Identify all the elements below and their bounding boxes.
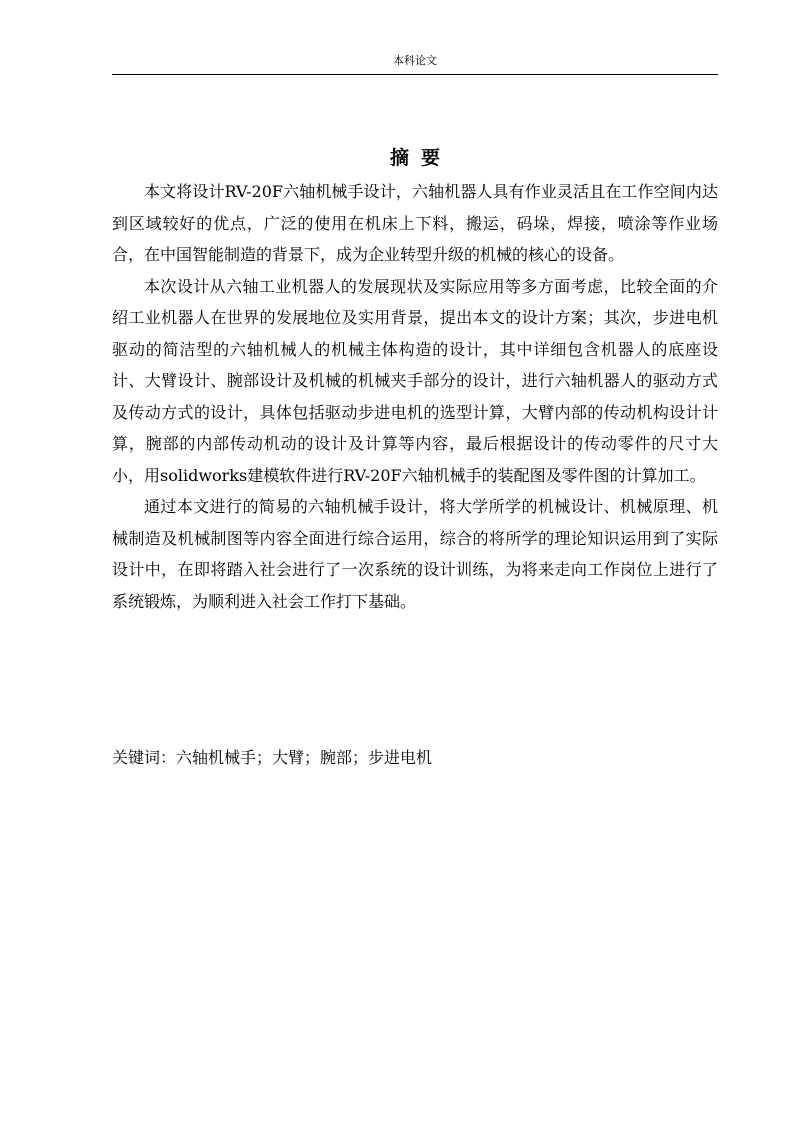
running-title: 本科论文: [393, 54, 437, 67]
keywords-label: 关键词：: [112, 748, 177, 767]
keywords-line: [112, 745, 718, 771]
page-header: [112, 52, 718, 75]
abstract-title: 摘要: [389, 147, 452, 169]
abstract-paragraph-1: 本文将设计RV-20F六轴机械手设计，六轴机器人具有作业灵活且在工作空间内达到区域较好的优点，广泛的使用在机床上下料，搬运，码垛，焊接，喷涂等作业场合，在中国智能制造的背景下，成为企业转型升级的机械的核心的设备。: [112, 182, 718, 264]
abstract-body: [112, 176, 718, 617]
keywords-value: 六轴机械手；大臂；腕部；步进电机: [176, 748, 433, 767]
abstract-paragraph-2: 本次设计从六轴工业机器人的发展现状及实际应用等多方面考虑，比较全面的介绍工业机器人在世界的发展地位及实用背景，提出本文的设计方案；其次，步进电机驱动的简洁型的六轴机械人的机械主体构造的设计，其中详细包含机器人的底座设计、大臂设计、腕部设计及机械的机械夹手部分的设计，进行六轴机器人的驱动方式及传动方式的设计，具体包括驱动步进电机的选型计算，大臂内部的传动机构设计计算，腕部的内部传动机动的设计及计算等内容，最后根据设计的传动零件的尺寸大小，用solidworks建模软件进行RV-20F六轴机械手的装配图及零件图的计算加工。: [112, 276, 718, 485]
abstract-paragraph-3: 通过本文进行的简易的六轴机械手设计，将大学所学的机械设计、机械原理、机械制造及机械制图等内容全面进行综合运用，综合的将所学的理论知识运用到了实际设计中，在即将踏入社会进行了一次系统的设计训练，为将来走向工作岗位上进行了系统锻炼，为顺利进入社会工作打下基础。: [112, 497, 718, 611]
